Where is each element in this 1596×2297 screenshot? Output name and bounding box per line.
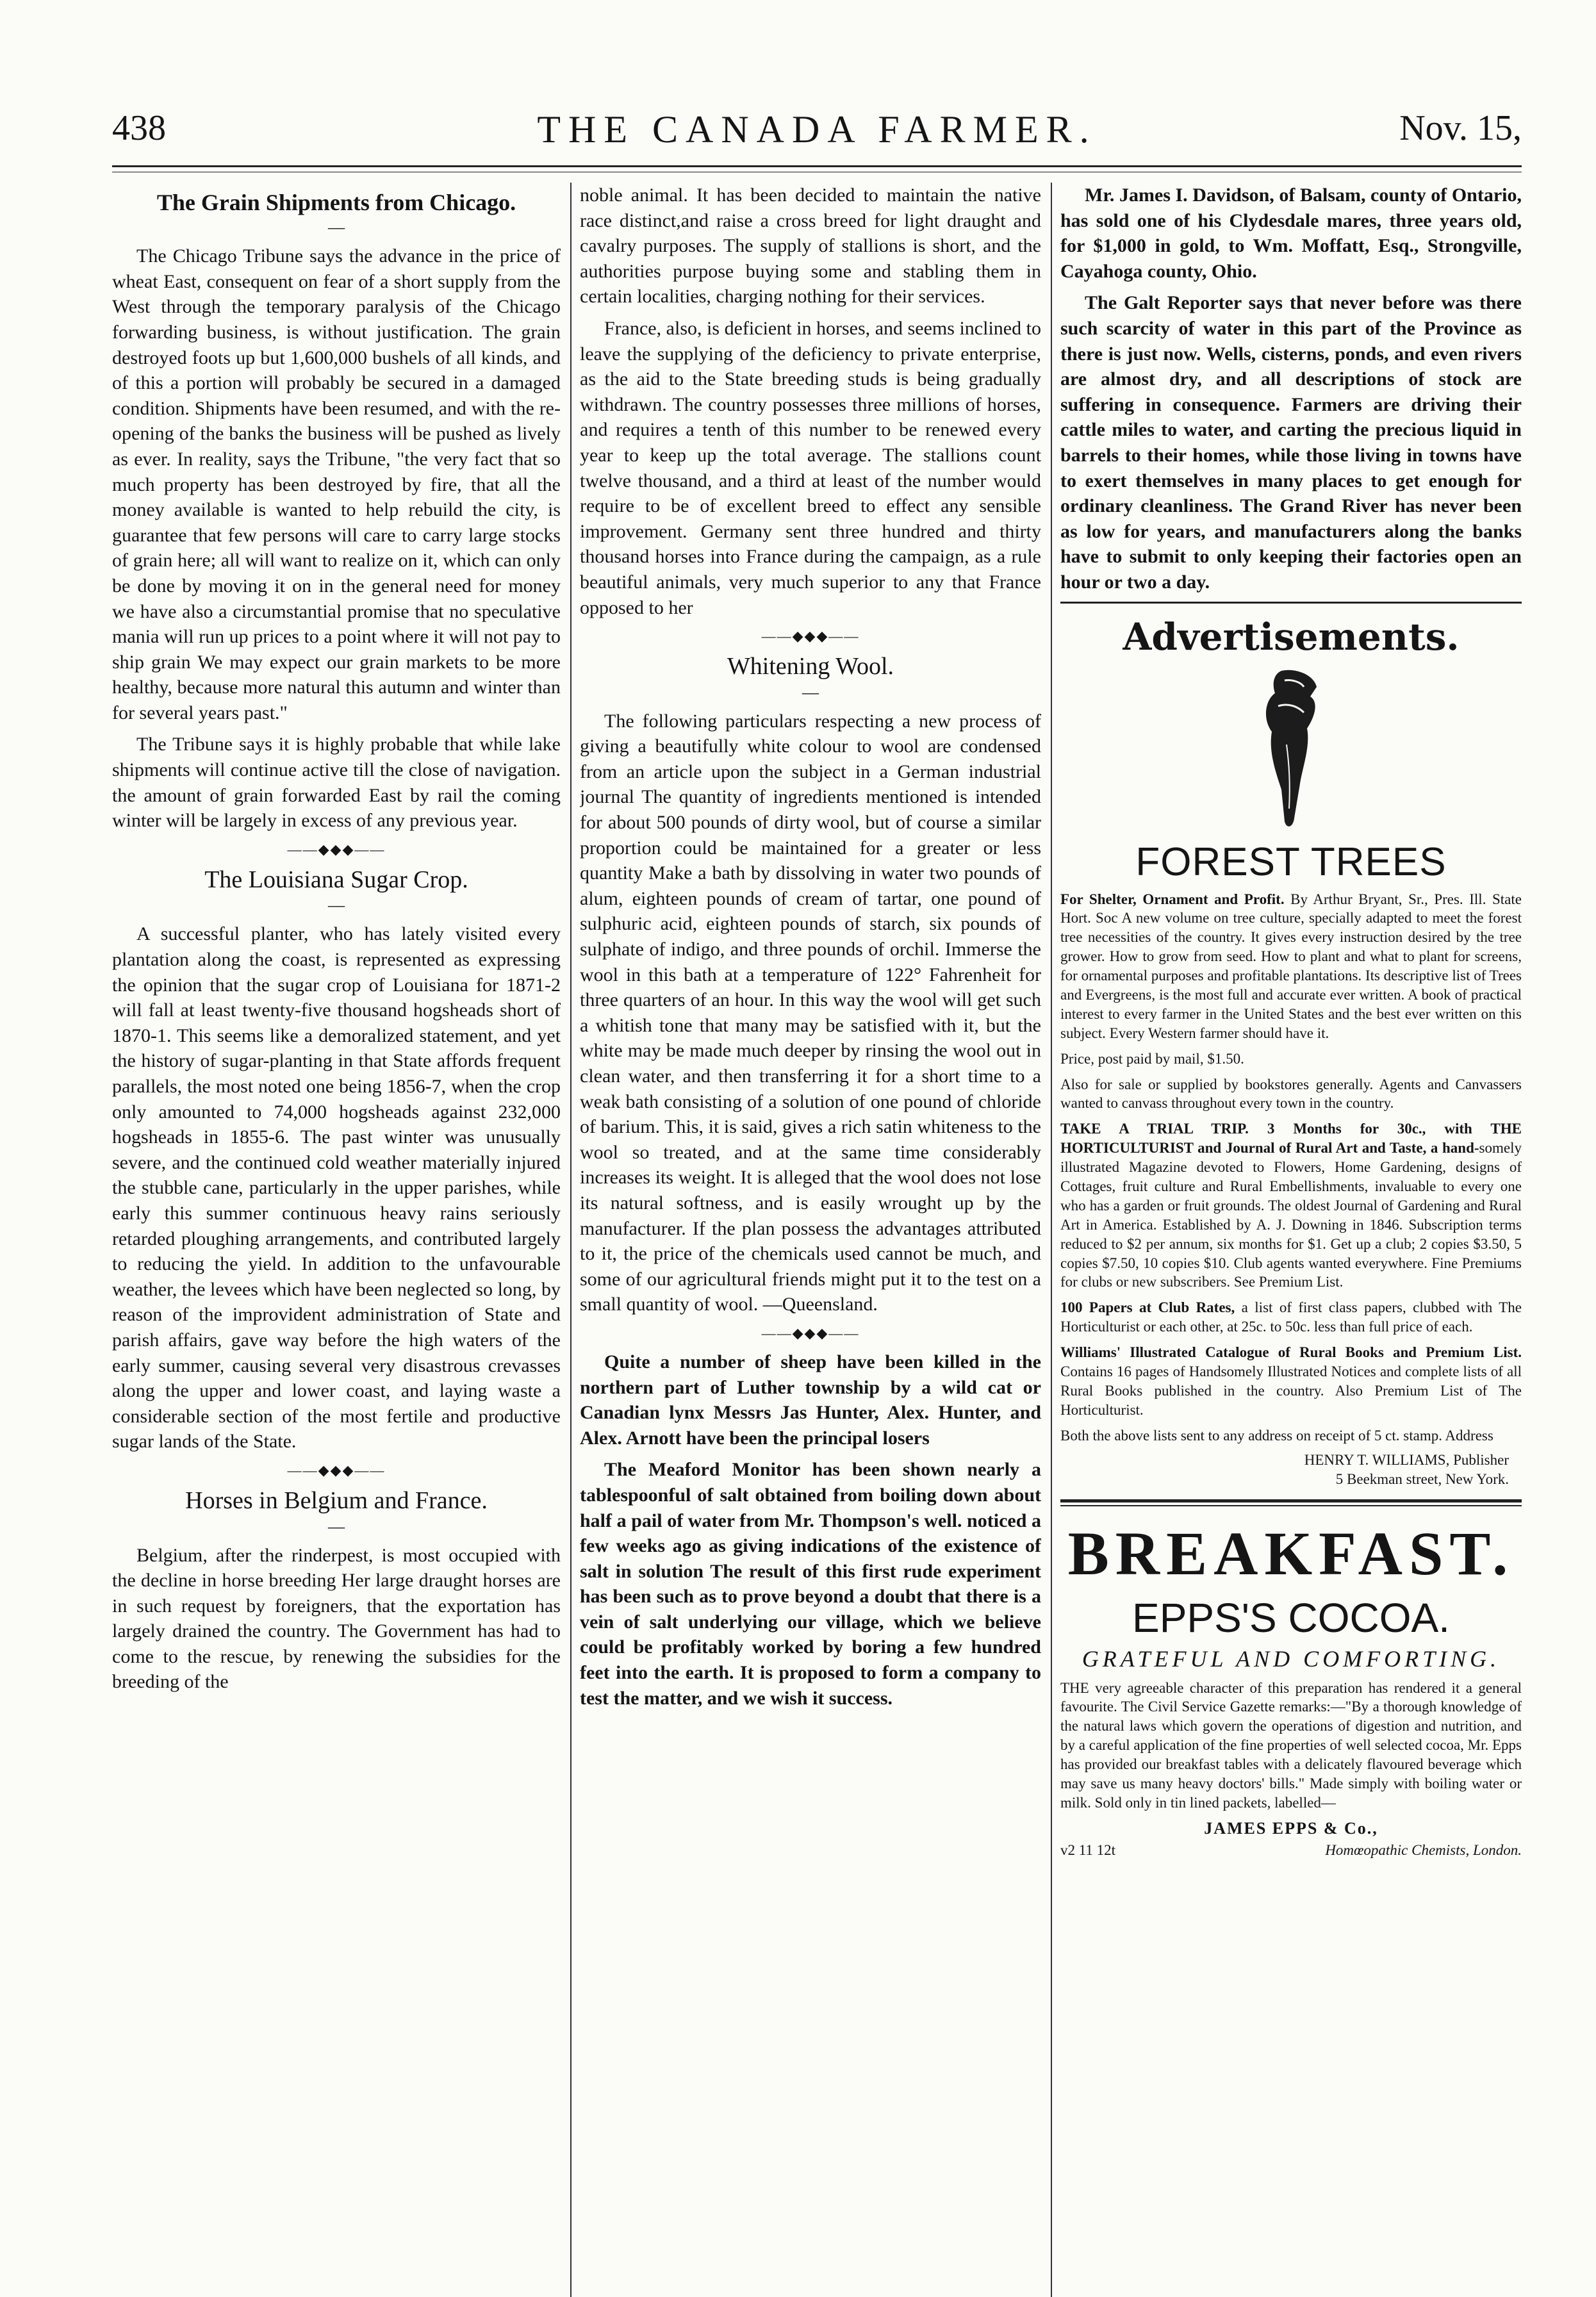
ad-footer [1060,1842,1522,1859]
article-paragraph: The Chicago Tribune says the advance in the price of wheat East, consequent on fear of a short supply from the West through the temporary paralysis of the Chicago forwarding business, is without justification. The grain destroyed foots up but 1,600,000 bushels of all kinds, and of this a portion will probably be secured in a damaged condition. Shipments have been resumed, and with the re-opening of the banks the business will be pushed as lively as ever. In reality, says the Tribune, "the very fact that so much property has been destroyed by fire, that all the money available is wanted to help rebuild the city, is guarantee that few persons will care to carry large stocks of grain here; all will want to realize on it, which can only be done by moving it on in the general need for money we have also a circumstantial promise that no speculative mania will run up prices to a point where it will not pay to ship grain We may expect our grain markets to be more healthy, because more natural this autumn and winter than for several years past." [112,245,561,723]
pointing-hand-icon [1249,668,1333,834]
article-title-sugar-crop: The Louisiana Sugar Crop. [204,866,468,893]
article-paragraph: The following particulars respecting a new process of giving a beautifully white colour to wool are condensed from an article upon the subject in a German industrial journal The quantity of ingredients mentioned is intended for about 500 pounds of dirty wool, but of course a similar proportion could be maintained for a greater or less quantity Make a bath by dissolving in water two pounds of alum, eighteen pounds of cream of tartar, one pound of sulphuric acid, eighteen pounds of starch, six pounds of sulphate of indigo, and three pounds of orchil. Immerse the wool in this bath at a temperature of 122° Fahrenheit for three quarters of an hour. In this way the wool will get such a whitish tone that many may be satisfied with it, but the white may be made much deeper by rinsing the wool out in clean water, and then transferring it for a short time to a weak bath consisting of a solution of one pound of chloride of barium. This, it is said, gives a rich satin whiteness to the wool so treated, and at the same time considerably increases its weight. It is alleged that the wool does not lose its natural softness, and is easily wrought up by the manufacturer. If the plan possess the advantages attributed to it, the price of the chemicals used cannot be much, and some of our agricultural friends might put it to the test on a small quantity of wool. —Queensland. [580,710,1041,1315]
news-item-water-scarcity: The Galt Reporter says that never before was there such scarcity of water in this part of the Province as there is just now. Wells, cisterns, ponds, and even rivers are almost dry, and all descriptions of stock are suffering in consequence. Farmers are driving their cattle miles to water, and carting the precious liquid in barrels to their homes, while those living in towns have to exert themselves in many places to get enough for ordinary cleanliness. The Grand River has never been as low for years, and manufacturers along the banks have to submit to only keeping their factories open an hour or two a day. [1060,292,1522,593]
newspaper-title: THE CANADA FARMER. [537,108,1097,151]
ad-price: Price, post paid by mail, $1.50. [1060,1050,1244,1067]
article-title-whitening-wool: Whitening Wool. [727,653,894,680]
ad-subheading-epps: EPPS'S COCOA. [1132,1594,1450,1641]
article-title-grain-shipments: The Grain Shipments from Chicago. [156,190,516,215]
section-rule [1060,602,1522,604]
masthead [112,108,1522,165]
epps-cocoa-ad [1060,1518,1522,1859]
ad-text: somely illustrated Magazine devoted to Flowers, Home Gardening, designs of Cottages, fruit culture and Rural Embellishments, invaluable to every one who has a garden or fruit grounds. The oldest Journal of Gardening and Rural Art in America. Established by A. J. Downing in 1846. Subscription terms reduced to $2 per annum, six months for $1. Get up a club; 2 copies $3.50, 5 copies $7.50, 10 copies $10. Club agents wanted everywhere. Fine Premiums for clubs or new subscribers. See Premium List. [1060,1140,1522,1290]
news-item-sheep: Quite a number of sheep have been killed in the northern part of Luther township by a wild cat or Canadian lynx Messrs Jas Hunter, Alex. Hunter, and Alex. Arnott have been the principal losers [580,1351,1041,1449]
article-paragraph: France, also, is deficient in horses, and seems inclined to leave the supplying of the deficiency to private enterprise, as the aid to the State breeding studs is being gradually withdrawn. The country possesses three millions of horses, and requires a tenth of this number to be renewed every year to keep up the total average. The stallions count twelve thousand, and a third at least of the number would require to be of excellent breed to effect any sensible improvement. Germany sent three hundred and thirty thousand horses into France during the campaign, as a rule beautiful animals, very much superior to any that France opposed to her [580,317,1041,618]
short-rule: — [328,1517,345,1536]
short-rule: — [328,896,345,915]
article-paragraph: Belgium, after the rinderpest, is most occupied with the decline in horse breeding Her large draught horses are in such request by foreigners, that the exportation has largely drained the country. The Government has had to come to the rescue, by renewing the subsidies for the breeding of the [112,1544,561,1693]
advertisements-heading: Advertisements. [1123,614,1460,659]
ad-lead: 100 Papers at Club Rates, [1060,1299,1235,1316]
ad-lead: For Shelter, Ornament and Profit. [1060,891,1285,907]
ornament-divider: ——◆◆◆—— [287,841,386,857]
ad-firm-name: JAMES EPPS & Co., [1204,1818,1378,1838]
issue-date: Nov. 15, [1399,108,1522,148]
ad-text: Contains 16 pages of Handsomely Illustrated Notices and complete lists of all Rural Books published in the country. Also Premium List of The Horticulturist. [1060,1363,1522,1418]
ad-tagline: GRATEFUL AND COMFORTING. [1082,1645,1501,1672]
ad-firm-description: Homœopathic Chemists, London. [1325,1841,1522,1858]
ad-heading-breakfast: BREAKFAST. [1067,1519,1515,1588]
ad-publisher: HENRY T. WILLIAMS, Publisher [1304,1451,1509,1468]
ad-lead: Williams' Illustrated Catalogue of Rural Books and Premium List. [1060,1344,1522,1361]
ad-reference: v2 11 12t [1060,1841,1116,1858]
ad-heading-forest-trees: FOREST TREES [1135,839,1447,884]
column-3 [1060,183,1522,2251]
ad-text: By Arthur Bryant, Sr., Pres. Ill. State Hort. Soc A new volume on tree culture, specially adapted to meet the forest tree necessities of the country. It gives every instruction desired by the tree grower. How to grow from seed. How to plant and what to plant for screens, for ornamental purposes and profitable plantations. Its descriptive list of Trees and Evergreens, is the most full and accurate ever written. A book of practical interest to every farmer in the United States and the best ever written on this subject. Every Western farmer should have it. [1060,891,1522,1041]
ad-text: THE very agreeable character of this preparation has rendered it a general favourite. The Civil Service Gazette remarks:—"By a thorough knowledge of the natural laws which govern the operations of digestion and nutrition, and by a careful application of the fine properties of well selected cocoa, Mr. Epps has provided our breakfast tables with a delicately flavoured beverage which may save us many heavy doctors' bills." Made simply with boiling water or milk. Sold only in tin lined packets, labelled— [1060,1679,1522,1811]
article-paragraph: noble animal. It has been decided to maintain the native race distinct,and raise a cross breed for light draught and cavalry purposes. The supply of stallions is short, and the authorities purpose buying some and stabling them in certain localities, charging nothing for their services. [580,185,1041,308]
article-title-horses: Horses in Belgium and France. [185,1486,488,1514]
ornament-divider: ——◆◆◆—— [761,1324,860,1341]
ad-lead: TAKE A TRIAL TRIP. 3 Months for 30c., with THE HORTICULTURIST and Journal of Rural Art and Taste, a hand- [1060,1121,1522,1157]
article-paragraph: The Tribune says it is highly probable that while lake shipments will continue active till the close of navigation. the amount of grain forwarded East by rail the coming winter will be largely in excess of any previous year. [112,734,561,832]
ad-text: a list of first class papers, clubbed with The Horticulturist or each other, at 25c. to 50c. less than full price of each. [1060,1299,1522,1335]
page-number: 438 [112,108,166,148]
masthead-rule [112,165,1522,167]
news-item-clydesdale: Mr. James I. Davidson, of Balsam, county of Ontario, has sold one of his Clydesdale mares, three years old, for $1,000 in gold, to Wm. Moffatt, Esq., Strongville, Cayahoga county, Ohio. [1060,185,1522,282]
ornament-divider: ——◆◆◆—— [287,1461,386,1478]
ad-text: Both the above lists sent to any address on receipt of 5 ct. stamp. Address [1060,1427,1493,1444]
news-item-salt: The Meaford Monitor has been shown nearly a tablespoonful of salt obtained from boiling down about half a pail of water from Mr. Thompson's well. noticed a few weeks ago as giving indications of the existence of salt in solution The result of this first rude experiment has been such as to prove beyond a doubt that there is a vein of salt underlying our village, which we believe could be profitably worked by boring a few hundred feet into the earth. It is proposed to form a company to test the matter, and we wish it success. [580,1459,1041,1709]
column-divider [570,183,572,2297]
short-rule: — [328,218,345,237]
ad-separator [1060,1499,1522,1506]
column-divider [1051,183,1052,2297]
forest-trees-ad [1060,839,1522,1488]
ad-text: Also for sale or supplied by bookstores generally. Agents and Canvassers wanted to canvass throughout every town in the country. [1060,1076,1522,1112]
column-2 [580,183,1041,2251]
ornament-divider: ——◆◆◆—— [761,628,860,645]
ad-address: 5 Beekman street, New York. [1335,1470,1509,1487]
article-paragraph: A successful planter, who has lately visited every plantation along the coast, is represented as expressing the opinion that the sugar crop of Louisiana for 1871-2 will fall at least twenty-five thousand hogsheads short of 1870-1. This seems like a demoralized statement, and yet the history of sugar-planting in that State affords frequent parallels, the most noted one being 1856-7, when the crop only amounted to 74,000 hogsheads against 232,000 hogsheads in 1855-6. The past winter was unusually severe, and the continued cold weather materially injured the stubble cane, particularly in the upper parishes, while early this summer continuous heavy rains seriously retarded ploughing arrangements, and contributed largely to reducing the yield. In addition to the unfavourable weather, the levees which have been neglected so long, by reason of the improvident administration of State and parish affairs, gave way before the high waters of the early summer, causing several very disastrous crevasses along the upper and lower coast, and laying waste a considerable section of the most fertile and productive sugar lands of the State. [112,923,561,1453]
short-rule: — [802,682,819,702]
column-1 [112,183,561,2251]
